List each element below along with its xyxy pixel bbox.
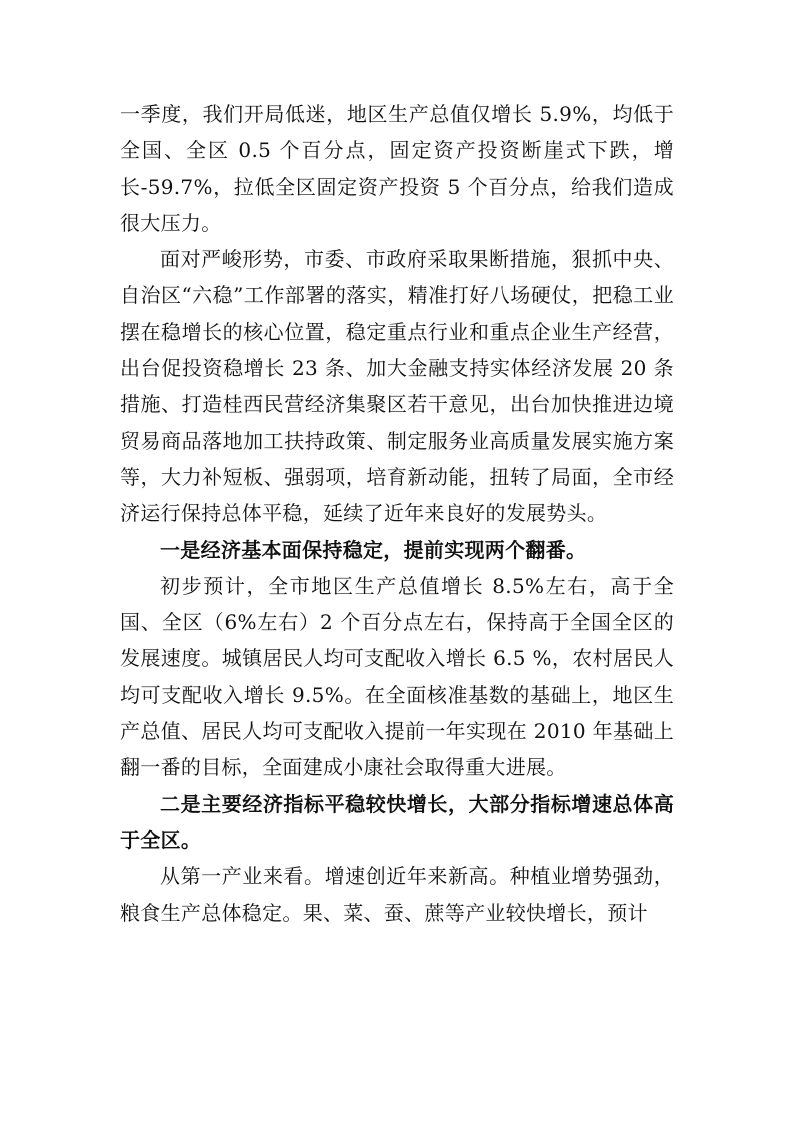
paragraph-primary-industry: 从第一产业来看。增速创近年来新高。种植业增势强劲，粮食生产总体稳定。果、菜、蚕、蔗等产业较快增长，预计 (120, 864, 674, 925)
heading-economic-stability: 一是经济基本面保持稳定，提前实现两个翻番。 (160, 537, 587, 562)
paragraph-gdp-forecast: 初步预计，全市地区生产总值增长 8.5%左右，高于全国、全区（6%左右）2 个百分点左右，保持高于全国全区的发展速度。城镇居民人均可支配收入增长 6.5 %，农村居民人均可支配收入增长 9.5%。在全面核准基数的基础上，地区生产总值、居民人均可支配收入提前一年实现在 2010 年基础上翻一番的目标，全面建成小康社会取得重大进展。 (120, 573, 674, 780)
document-body (120, 96, 674, 931)
paragraph-q1-review: 一季度，我们开局低迷，地区生产总值仅增长 5.9%，均低于全国、全区 0.5 个百分点，固定资产投资断崖式下跌，增长-59.7%，拉低全区固定资产投资 5 个百分点，给我们造成很大压力。 (120, 102, 674, 235)
heading-indicator-growth: 二是主要经济指标平稳较快增长，大部分指标增速总体高于全区。 (120, 791, 674, 852)
paragraph-measures: 面对严峻形势，市委、市政府采取果断措施，狠抓中央、自治区“六稳”工作部署的落实，精准打好八场硬仗，把稳工业摆在稳增长的核心位置，稳定重点行业和重点企业生产经营，出台促投资稳增长 23 条、加大金融支持实体经济发展 20 条措施、打造桂西民营经济集聚区若干意见，出台加快推进边境贸易商品落地加工扶持政策、制定服务业高质量发展实施方案等，大力补短板、强弱项，培育新动能，扭转了局面，全市经济运行保持总体平稳，延续了近年来良好的发展势头。 (120, 247, 674, 526)
